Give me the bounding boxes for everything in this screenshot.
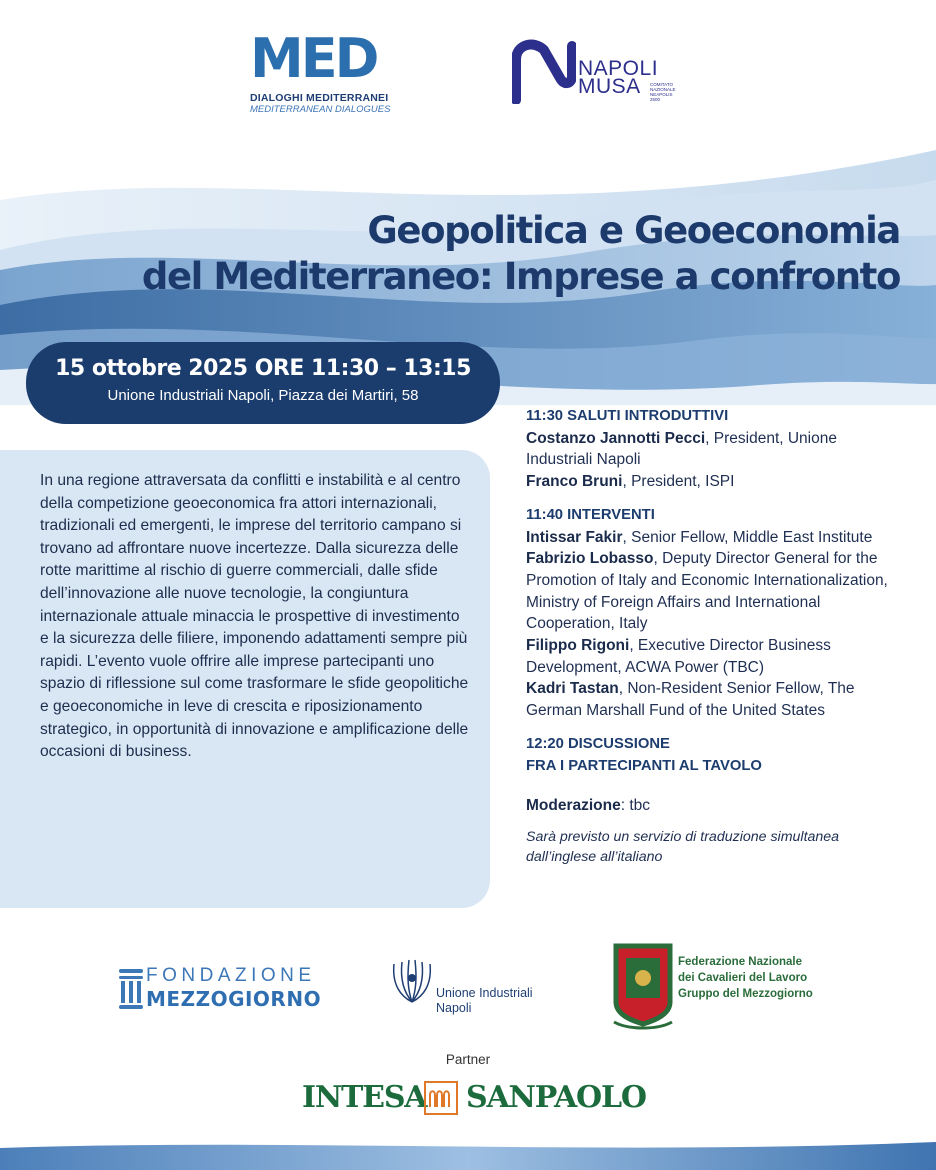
program <box>526 406 906 867</box>
page-title <box>142 208 900 300</box>
columns-icon <box>118 967 144 1011</box>
sanpaolo-text: SANPAOLO <box>466 1080 646 1115</box>
unione-industriali-logo <box>390 956 560 1020</box>
federazione-text-3: Gruppo del Mezzogiorno <box>678 988 813 1000</box>
med-wordmark: MED <box>250 27 377 90</box>
section-heading-saluti: 11:30 SALUTI INTRODUTTIVI <box>526 408 729 424</box>
crest-icon <box>612 942 674 1030</box>
speaker-item: Franco Bruni, President, ISPI <box>526 473 735 491</box>
unione-text-2: Napoli <box>436 1001 472 1015</box>
event-place: Unione Industriali Napoli, Piazza dei Martiri, 58 <box>107 387 419 404</box>
speaker-item: Costanzo Jannotti Pecci, President, Unione Industriali Napoli <box>526 429 837 469</box>
translation-note: Sarà previsto un servizio di traduzione simultanea dall’inglese all’italiano <box>526 828 840 865</box>
federazione-cavalieri-logo <box>612 942 852 1030</box>
intesa-text: INTESA <box>302 1080 427 1115</box>
federazione-text-1: Federazione Nazionale <box>678 956 802 968</box>
section-heading-interventi: 11:40 INTERVENTI <box>526 506 655 523</box>
fondazione-text: FONDAZIONE <box>146 965 316 986</box>
musa-text: MUSA <box>578 75 641 98</box>
unione-text-1: Unione Industriali <box>436 986 533 1000</box>
mezzogiorno-text: MEZZOGIORNO <box>146 987 322 1011</box>
partner-label: Partner <box>445 1052 491 1067</box>
speaker-item: Filippo Rigoni, Executive Director Business Development, ACWA Power (TBC) <box>526 637 831 676</box>
description-box <box>0 450 490 908</box>
napoli-text: NAPOLI <box>578 57 659 80</box>
federazione-text-2: dei Cavalieri del Lavoro <box>678 972 808 984</box>
moderation-line: Moderazione: tbc <box>526 797 651 815</box>
speaker-item: Intissar Fakir, Senior Fellow, Middle East Institute <box>526 528 873 546</box>
med-subtitle-en: MEDITERRANEAN DIALOGUES <box>250 104 391 115</box>
speaker-item: Kadri Tastan, Non-Resident Senior Fellow, The German Marshall Fund of the United States <box>526 680 855 720</box>
fondazione-mezzogiorno-logo <box>118 963 348 1015</box>
med-subtitle-it: DIALOGHI MEDITERRANEI <box>250 92 389 104</box>
event-date-time: 15 ottobre 2025 ORE 11:30 – 13:15 <box>55 356 471 381</box>
description-text: In una regione attraversata da conflitti e instabilità e al centro della competizione geoeconomica fra attori internazionali, tradizionali ed emergenti, le imprese del territorio campano si trovano ad affrontare nuove incertezze. Dalla sicurezza delle rotte marittime al rischio di guerre commerciali, dalle sfide dell’innovazione alle nuove tecnologie, la congiuntura internazionale attuale minaccia le prospettive di investimento e la sicurezza delle filiere, imponendo adattamenti sempre più rapidi. L’evento vuole offrire alle imprese partecipanti uno spazio di riflessione sul come trasformare le sfide geopolitiche e geoeconomiche in leve di crescita e riposizionamento strategico, in opportunità di innovazione e amplificazione delle occasioni di business. <box>40 472 469 761</box>
eagle-icon <box>390 956 434 1006</box>
napoli-musa-logo <box>512 38 692 104</box>
bottom-wave-band <box>0 1138 936 1170</box>
section-heading-discussione: 12:20 DISCUSSIONE <box>526 735 670 752</box>
date-pill <box>26 342 500 424</box>
intesa-emblem-icon <box>424 1081 458 1115</box>
napoli-small-text: COMITATO NAZIONALE NEAPOLIS 2500 <box>650 82 676 102</box>
title-line-1: Geopolitica e Geoeconomia <box>367 209 900 252</box>
napoli-musa-icon <box>512 38 576 104</box>
speaker-item: Fabrizio Lobasso, Deputy Director General for the Promotion of Italy and Economic Internationalization, Ministry of Foreign Affairs and International Cooperation, Italy <box>526 550 888 633</box>
intesa-sanpaolo-logo <box>300 1078 646 1118</box>
section-heading-discussione-2: FRA I PARTECIPANTI AL TAVOLO <box>526 757 762 774</box>
title-line-2: del Mediterraneo: Imprese a confronto <box>141 255 900 298</box>
med-logo <box>250 27 400 115</box>
